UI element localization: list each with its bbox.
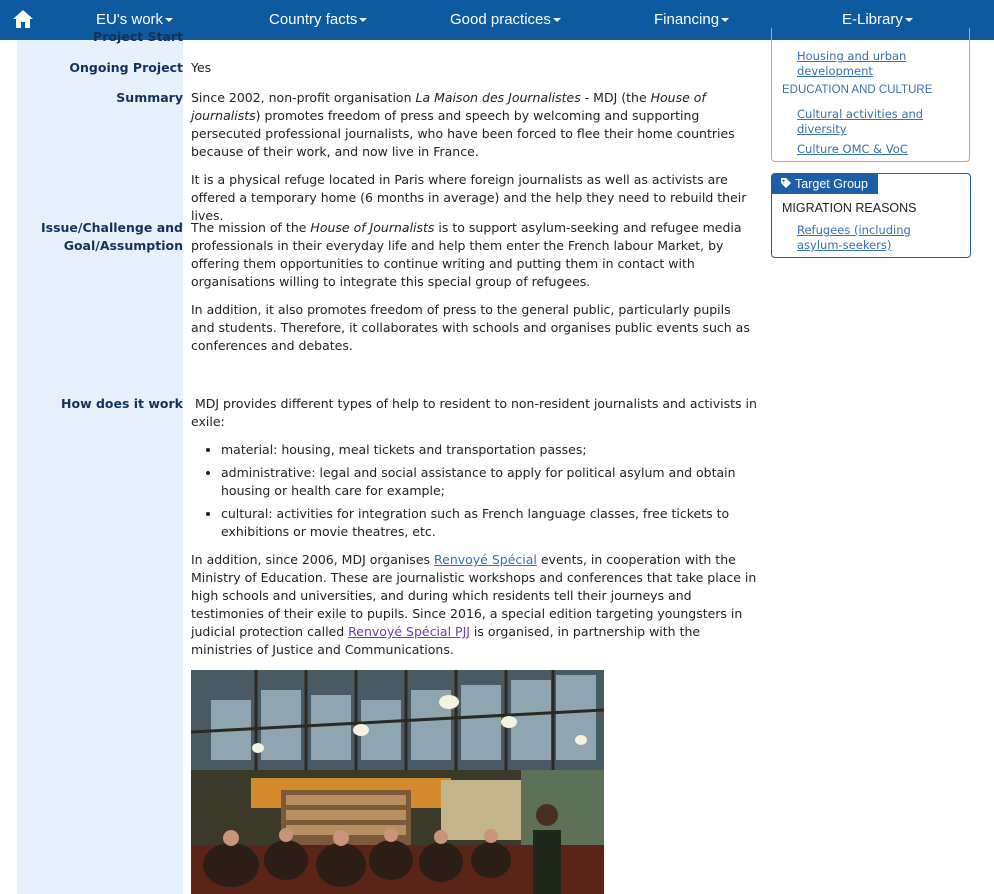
help-type-list bbox=[191, 441, 757, 541]
how-content bbox=[191, 395, 761, 659]
target-group-header: Target Group bbox=[772, 174, 878, 194]
how-does-it-work-label: How does it work bbox=[61, 396, 183, 411]
issue-challenge-label: Issue/Challenge and Goal/Assumption bbox=[41, 220, 183, 253]
themes-box bbox=[771, 28, 970, 162]
theme-link-cultural-activities[interactable]: Cultural activities and diversity bbox=[797, 107, 924, 136]
theme-link-culture-omc[interactable]: Culture OMC & VoC bbox=[797, 142, 908, 156]
target-category: MIGRATION REASONS bbox=[782, 201, 917, 215]
issue-content bbox=[191, 219, 757, 355]
workshop-photo bbox=[191, 670, 604, 894]
chevron-down-icon bbox=[165, 18, 173, 22]
home-icon[interactable] bbox=[12, 9, 34, 29]
nav-good-practices[interactable]: Good practices bbox=[450, 0, 561, 40]
target-group-box bbox=[771, 173, 971, 258]
summary-paragraph-1: Since 2002, non-profit organisation La Maison des Journalistes - MDJ (the House of journalists) promotes freedom of press and speech by welcoming and supporting persecuted professional journalists, who have been forced to flee their home countries because of their work, and now live in France. bbox=[191, 90, 735, 159]
tag-icon bbox=[780, 177, 792, 189]
ongoing-project-label: Ongoing Project bbox=[69, 60, 183, 75]
theme-category-education[interactable]: EDUCATION AND CULTURE bbox=[782, 84, 933, 96]
chevron-down-icon bbox=[905, 18, 913, 22]
project-start-label: Project Start bbox=[93, 29, 183, 44]
summary-content bbox=[191, 89, 757, 225]
how-intro: MDJ provides different types of help to resident to non-resident journalists and activists in exile: bbox=[191, 396, 761, 429]
renvoye-special-link[interactable]: Renvoyé Spécial bbox=[434, 552, 537, 567]
how-paragraph-2: In addition, since 2006, MDJ organises Renvoyé Spécial events, in cooperation with the Ministry of Education. These are journalistic workshops and conferences that take place in high schools and universities, and during which residents tell their journeys and testimonies of their exile to pupils. Since 2016, a special edition targeting youngsters in judicial protection called Renvoyé Spécial PJJ is organised, in partnership with the ministries of Justice and Communications. bbox=[191, 552, 757, 657]
issue-paragraph-1: The mission of the House of Journalists is to support asylum-seeking and refugee media professionals in their everyday life and help them enter the French labour Market, by offering them opportunities to continue writing and putting them in contact with organisations willing to integrate this special group of refugees. bbox=[191, 220, 742, 289]
nav-country-facts[interactable]: Country facts bbox=[269, 0, 367, 40]
ongoing-project-value: Yes bbox=[191, 60, 212, 75]
issue-paragraph-2: In addition, it also promotes freedom of press to the general public, particularly pupils and students. Therefore, it collaborates with schools and organises public events such as conferences and debates. bbox=[191, 302, 750, 353]
list-item: • cultural: activities for integration such as French language classes, free tickets to exhibitions or movie theatres, etc. bbox=[221, 505, 757, 541]
nav-e-library[interactable]: E-Library bbox=[842, 0, 913, 40]
chevron-down-icon bbox=[553, 18, 561, 22]
field-label-column bbox=[17, 29, 183, 894]
summary-paragraph-2: It is a physical refuge located in Paris where foreign journalists as well as activists are offered a temporary home (6 months in average) and the help they need to rebuild their lives. bbox=[191, 172, 747, 223]
theme-link-housing[interactable]: Housing and urban development bbox=[797, 49, 907, 78]
list-item: • administrative: legal and social assistance to apply for political asylum and obtain housing or health care for example; bbox=[221, 464, 757, 500]
summary-label: Summary bbox=[116, 90, 183, 105]
renvoye-special-pjj-link[interactable]: Renvoyé Spécial PJJ bbox=[348, 624, 470, 639]
nav-eus-work[interactable]: EU's work bbox=[96, 0, 173, 40]
target-link-refugees[interactable]: Refugees (including asylum-seekers) bbox=[797, 223, 911, 252]
nav-financing[interactable]: Financing bbox=[654, 0, 729, 40]
chevron-down-icon bbox=[721, 18, 729, 22]
list-item: • material: housing, meal tickets and transportation passes; bbox=[221, 441, 757, 459]
chevron-down-icon bbox=[359, 18, 367, 22]
